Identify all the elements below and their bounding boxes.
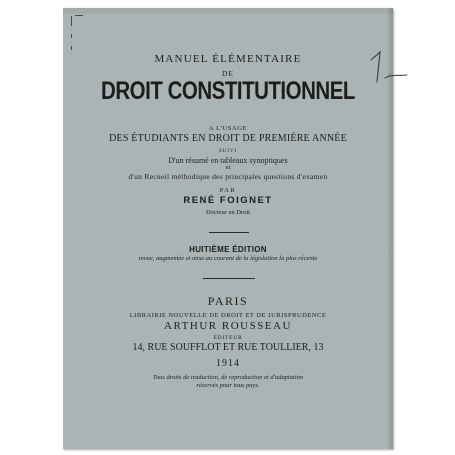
edition-line: HUITIÈME ÉDITION <box>189 245 267 254</box>
usage-line: A L'USAGE <box>208 125 248 132</box>
trim-mark <box>71 16 72 26</box>
city: PARIS <box>207 294 249 308</box>
edition-note: revue, augmentée et mise au courant de la législation la plus récente <box>138 255 318 262</box>
title-top: MANUEL ÉLÉMENTAIRE <box>154 53 302 65</box>
publication-year: 1914 <box>216 358 240 369</box>
title-de: DE <box>222 69 234 78</box>
trim-mark <box>71 46 72 50</box>
publisher-address: 14, RUE SOUFFLOT ET RUE TOULLIER, 13 <box>132 342 324 353</box>
divider <box>203 278 255 279</box>
resume-line: D'un résumé en tableaux synoptiques <box>168 156 288 165</box>
par-line: PAR <box>219 187 237 194</box>
trim-mark <box>71 34 72 38</box>
library-line: LIBRAIRIE NOUVELLE DE DROIT ET DE JURISPRUDENCE <box>129 312 327 319</box>
students-line: DES ÉTUDIANTS EN DROIT DE PREMIÈRE ANNÉE <box>109 133 347 144</box>
suivi-line: SUIVI <box>218 149 238 154</box>
main-title: DROIT CONSTITUTIONNEL <box>101 77 355 105</box>
publisher-name: ARTHUR ROUSSEAU <box>164 320 292 332</box>
book-cover <box>63 8 393 449</box>
rights-notice-line1: Tous droits de traduction, de reproduction et d'adaptation <box>152 374 304 381</box>
author-title: Docteur en Droit <box>205 209 251 216</box>
et-line: et <box>225 164 231 171</box>
recueil-line: d'un Recueil méthodique des principales questions d'examen <box>128 172 328 181</box>
divider <box>209 232 249 233</box>
trim-mark <box>75 15 83 16</box>
rights-notice-line2: réservés pour tous pays. <box>196 382 260 389</box>
pencil-annotation <box>365 44 409 88</box>
publisher-role: ÉDITEUR <box>213 335 243 341</box>
author-name: RENÉ FOIGNET <box>183 195 273 206</box>
